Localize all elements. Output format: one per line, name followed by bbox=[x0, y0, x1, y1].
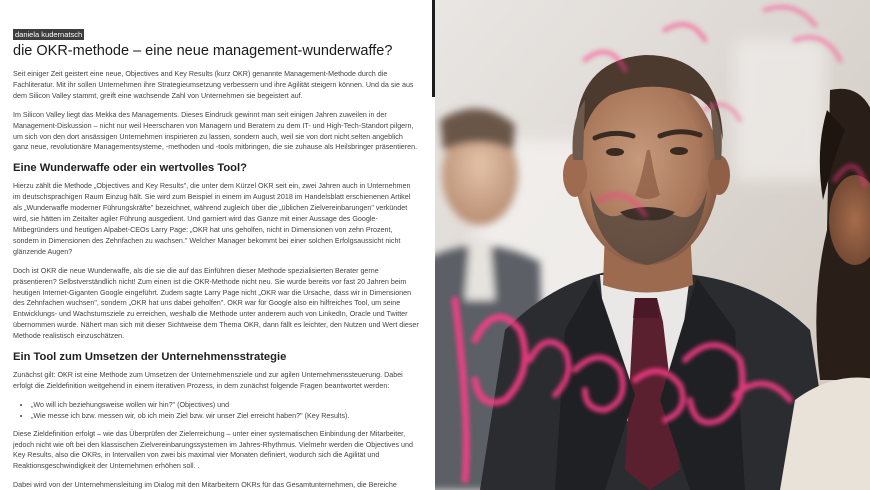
section-heading-2: Ein Tool zum Umsetzen der Unternehmensstrategie bbox=[13, 351, 287, 364]
section2-paragraph: Zunächst gilt: OKR ist eine Methode zum Umsetzen der Unternehmensziele und zur agilen Unternehmenssteuerung. Dabei erfolgt die Zieldefinition weitgehend in einem iterativen Prozess, in dem zunächst folgende Fragen beantwortet werden: bbox=[13, 371, 403, 390]
list-item: • „Wo will ich beziehungsweise wollen wir hin?" (Objectives) und bbox=[31, 400, 419, 411]
team-photo bbox=[435, 0, 870, 490]
section2-cutoff-paragraph: Dabei wird von der Unternehmensleitung im Dialog mit den Mitarbeitern OKRs für das Gesamtunternehmen, die Bereiche bbox=[13, 481, 397, 490]
intro-paragraph-1: Seit einiger Zeit geistert eine neue, Objectives and Key Results (kurz OKR) genannte Management-Methode durch die Fachliteratur. Mit ihr sollen Unternehmen ihre Strategieumsetzung verbessern und ihre Agilität steigern können. Und da sie aus dem Silicon Valley stammt, greift eine wachsende Zahl von Unternehmen sie begeistert auf. bbox=[13, 70, 414, 100]
article-title: die OKR-methode – eine neue management-wunderwaffe? bbox=[13, 43, 393, 59]
list-item: • „Wie messe ich bzw. messen wir, ob ich mein Ziel bzw. wir unser Ziel erreicht haben?" (Key Results). bbox=[31, 411, 419, 422]
business-team-photo-icon bbox=[435, 0, 870, 490]
section1-paragraph-2: Doch ist OKR die neue Wunderwaffe, als die sie die auf das Einführen dieser Methode spezialisierten Berater gerne präsentieren? Selbstverständlich nicht! Zum einen ist die OKR-Methode nicht neu. Sie wurde bereits vor fast 20 Jahren beim heutigen Internet-Giganten Google eingeführt. Zudem sagte Larry Page nicht „OKR war die Ursache, dass wir in Dimensionen des Zehnfachen wuchsen", sondern „OKR hat uns dabei geholfen". OKR war für Google also ein hilfreiches Tool, um seine Entwicklungs- und Wachstumsziele zu erreichen, weshalb die Methode unter anderem auch von LinkedIn, Oracle und Twitter übernommen wurde. Nähert man sich mit dieser Sichtweise dem Thema OKR, dann fällt es leichter, den Nutzen und Wert dieser Methode realistisch einzuschätzen. bbox=[13, 266, 419, 341]
question-list bbox=[31, 400, 419, 422]
section2-after-paragraph: Diese Zieldefinition erfolgt – wie das Überprüfen der Zielerreichung – unter einer systematischen Einbindung der Mitarbeiter, jedoch nicht wie oft bei den klassischen Zielvereinbarungssystemen im Jahres-Rhythmus. Vielmehr werden die Objectives und Key Results, also die OKRs, in Intervallen von zwei bis maximal vier Monaten definiert, wodurch sich die Agilität und Reaktionsgeschwindigkeit der Unternehmen erhöhen soll. . bbox=[13, 429, 413, 471]
section1-paragraph-1: Hierzu zählt die Methode „Objectives and Key Results", die unter dem Kürzel OKR seit ein, zwei Jahren auch in Unternehmen im deutschsprachigen Raum Einzug hält. Sie wird zum Beispiel in einem im August 2018 im Handelsblatt erschienenen Artikel als „Wunderwaffe moderner Führungskräfte" bezeichnet, während zugleich über die „üblichen Zielvereinbarungen" verkündet wird, sie hätten im Zeitalter agiler Führung ausgedient. Und garniert wird das Ganze mit einer Aussage des Google-Mitbegründers und heutigen Alpabet-CEOs Larry Page: „OKR hat uns geholfen, nicht in Dimensionen von zehn Prozent, sondern in Dimensionen des Zehnfachen zu wachsen." Welcher Manager bekommt bei einer solchen Erfolgsaussicht nicht glänzende Augen? bbox=[13, 182, 411, 256]
section-heading-1: Eine Wunderwaffe oder ein wertvolles Tool? bbox=[13, 162, 247, 175]
author-tag[interactable]: daniela kudernatsch bbox=[15, 30, 83, 39]
article bbox=[0, 0, 432, 490]
intro-paragraph-2: Im Silicon Valley liegt das Mekka des Managements. Dieses Eindruck gewinnt man seit einigen Jahren zuweilen in der Management-Diskussion – nicht nur weil Heerscharen von Managern und Beratern zu dem IT- und High-Tech-Standort pilgern, um sich von den dort ansässigen Unternehmen inspirieren zu lassen, sondern auch, weil sie von dort nicht selten angeblich ganz neue, revolutionäre Managementsysteme, -methoden und -tools mitbringen, die sie zuhause als Heilsbringer präsentieren. bbox=[13, 110, 418, 152]
